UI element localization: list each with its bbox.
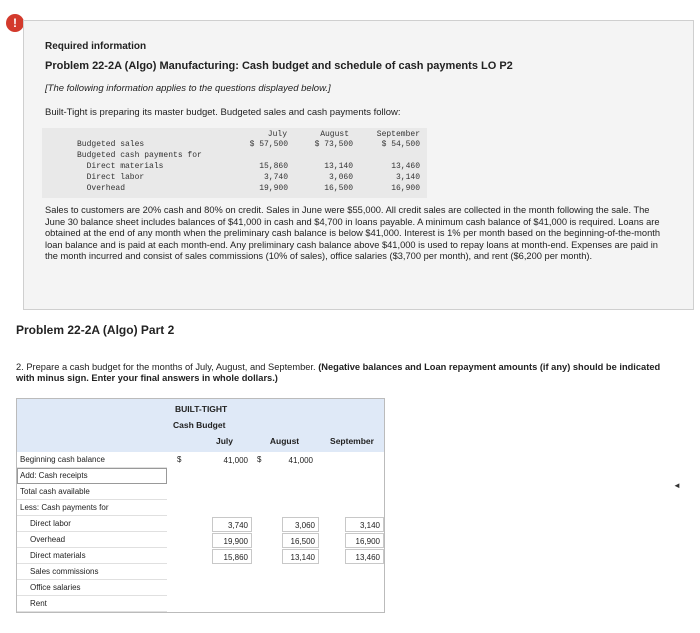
note-text: [The following information applies to the questions displayed below.]	[45, 83, 331, 94]
budget-row-label: Budgeted sales	[77, 140, 145, 149]
required-info-label: Required information	[45, 41, 147, 52]
budget-cell: 16,900	[391, 184, 420, 193]
row-label-rent: Rent	[17, 596, 167, 612]
budget-header-july: July	[267, 130, 287, 139]
cell-labor-august[interactable]: 3,060	[282, 517, 319, 532]
column-july: July	[215, 436, 233, 446]
required-information-panel	[23, 20, 694, 310]
row-label-sales-commissions: Sales commissions	[17, 564, 167, 580]
row-label-direct-labor: Direct labor	[17, 516, 167, 532]
instruction-plain: 2. Prepare a cash budget for the months of July, August, and September.	[16, 362, 316, 372]
row-label-cash-payments: Less: Cash payments for	[17, 500, 167, 516]
part-title: Problem 22-2A (Algo) Part 2	[16, 323, 175, 337]
budget-row-label: Overhead	[77, 184, 126, 193]
cell-labor-september[interactable]: 3,140	[345, 517, 384, 532]
budget-row-label: Direct materials	[77, 162, 164, 171]
cell-materials-september[interactable]: 13,460	[345, 549, 384, 564]
cell-beginning-july[interactable]: 41,000	[207, 452, 252, 467]
problem-title: Problem 22-2A (Algo) Manufacturing: Cash budget and schedule of cash payments LO P2	[45, 60, 513, 72]
cell-overhead-august[interactable]: 16,500	[282, 533, 319, 548]
row-label-cash-receipts: Add: Cash receipts	[17, 468, 167, 484]
cell-overhead-july[interactable]: 19,900	[212, 533, 252, 548]
intro-text: Built-Tight is preparing its master budget. Budgeted sales and cash payments follow:	[45, 107, 401, 118]
cell-materials-july[interactable]: 15,860	[212, 549, 252, 564]
budget-cell: 13,140	[324, 162, 353, 171]
problem-description: Sales to customers are 20% cash and 80% on credit. Sales in June were $55,000. All credit sales are collected in the month following the sale. The June 30 balance sheet includes balances of $41,000 in cash and $4,700 in loans payable. A minimum cash balance of $41,000 is required. Loans are obtained at the end of any month when the preliminary cash balance is below $41,000. Interest is 1% per month based on the beginning-of-the-month loan balance and is paid at each month-end. Any preliminary cash balance above $41,000 is used to repay loans at month-end. Expenses are paid in the month incurred and consist of sales commissions (10% of sales), office salaries ($3,700 per month), and rent ($6,200 per month).	[45, 205, 661, 261]
cell-beginning-august[interactable]: 41,000	[275, 452, 317, 467]
currency-symbol: $	[257, 455, 262, 464]
cell-materials-august[interactable]: 13,140	[282, 549, 319, 564]
budget-cell: 15,860	[259, 162, 288, 171]
cursor-arrow-icon: ◄	[673, 481, 681, 490]
cash-budget-title: Cash Budget	[173, 420, 226, 430]
instruction-bold: (Negative balances and Loan repayment amounts (if any) should be indicated with minus sign. Enter your final answers in whole dollars.)	[16, 362, 661, 383]
budget-row-label: Budgeted cash payments for	[77, 151, 202, 160]
cell-overhead-september[interactable]: 16,900	[345, 533, 384, 548]
budget-cell: $ 54,500	[381, 140, 420, 149]
budget-table	[42, 128, 427, 198]
currency-symbol: $	[177, 455, 182, 464]
budget-row-label: Direct labor	[77, 173, 145, 182]
budget-header-september: September	[376, 130, 420, 139]
alert-icon: !	[6, 14, 24, 32]
budget-cell: 3,060	[328, 173, 353, 182]
company-name: BUILT-TIGHT	[175, 404, 228, 414]
cash-budget-table	[16, 398, 385, 613]
budget-cell: 13,460	[391, 162, 420, 171]
budget-cell: 16,500	[324, 184, 353, 193]
row-label-direct-materials: Direct materials	[17, 548, 167, 564]
row-label-total-cash: Total cash available	[17, 484, 167, 500]
budget-cell: 3,740	[263, 173, 288, 182]
budget-header-august: August	[320, 130, 349, 139]
row-label-overhead: Overhead	[17, 532, 167, 548]
column-august: August	[269, 436, 300, 446]
budget-cell: $ 73,500	[314, 140, 353, 149]
budget-cell: 19,900	[259, 184, 288, 193]
instruction-text	[16, 362, 676, 384]
budget-cell: $ 57,500	[249, 140, 288, 149]
budget-cell: 3,140	[395, 173, 420, 182]
row-label-office-salaries: Office salaries	[17, 580, 167, 596]
row-label-beginning-cash: Beginning cash balance	[17, 452, 167, 468]
cell-labor-july[interactable]: 3,740	[212, 517, 252, 532]
column-september: September	[330, 436, 374, 446]
